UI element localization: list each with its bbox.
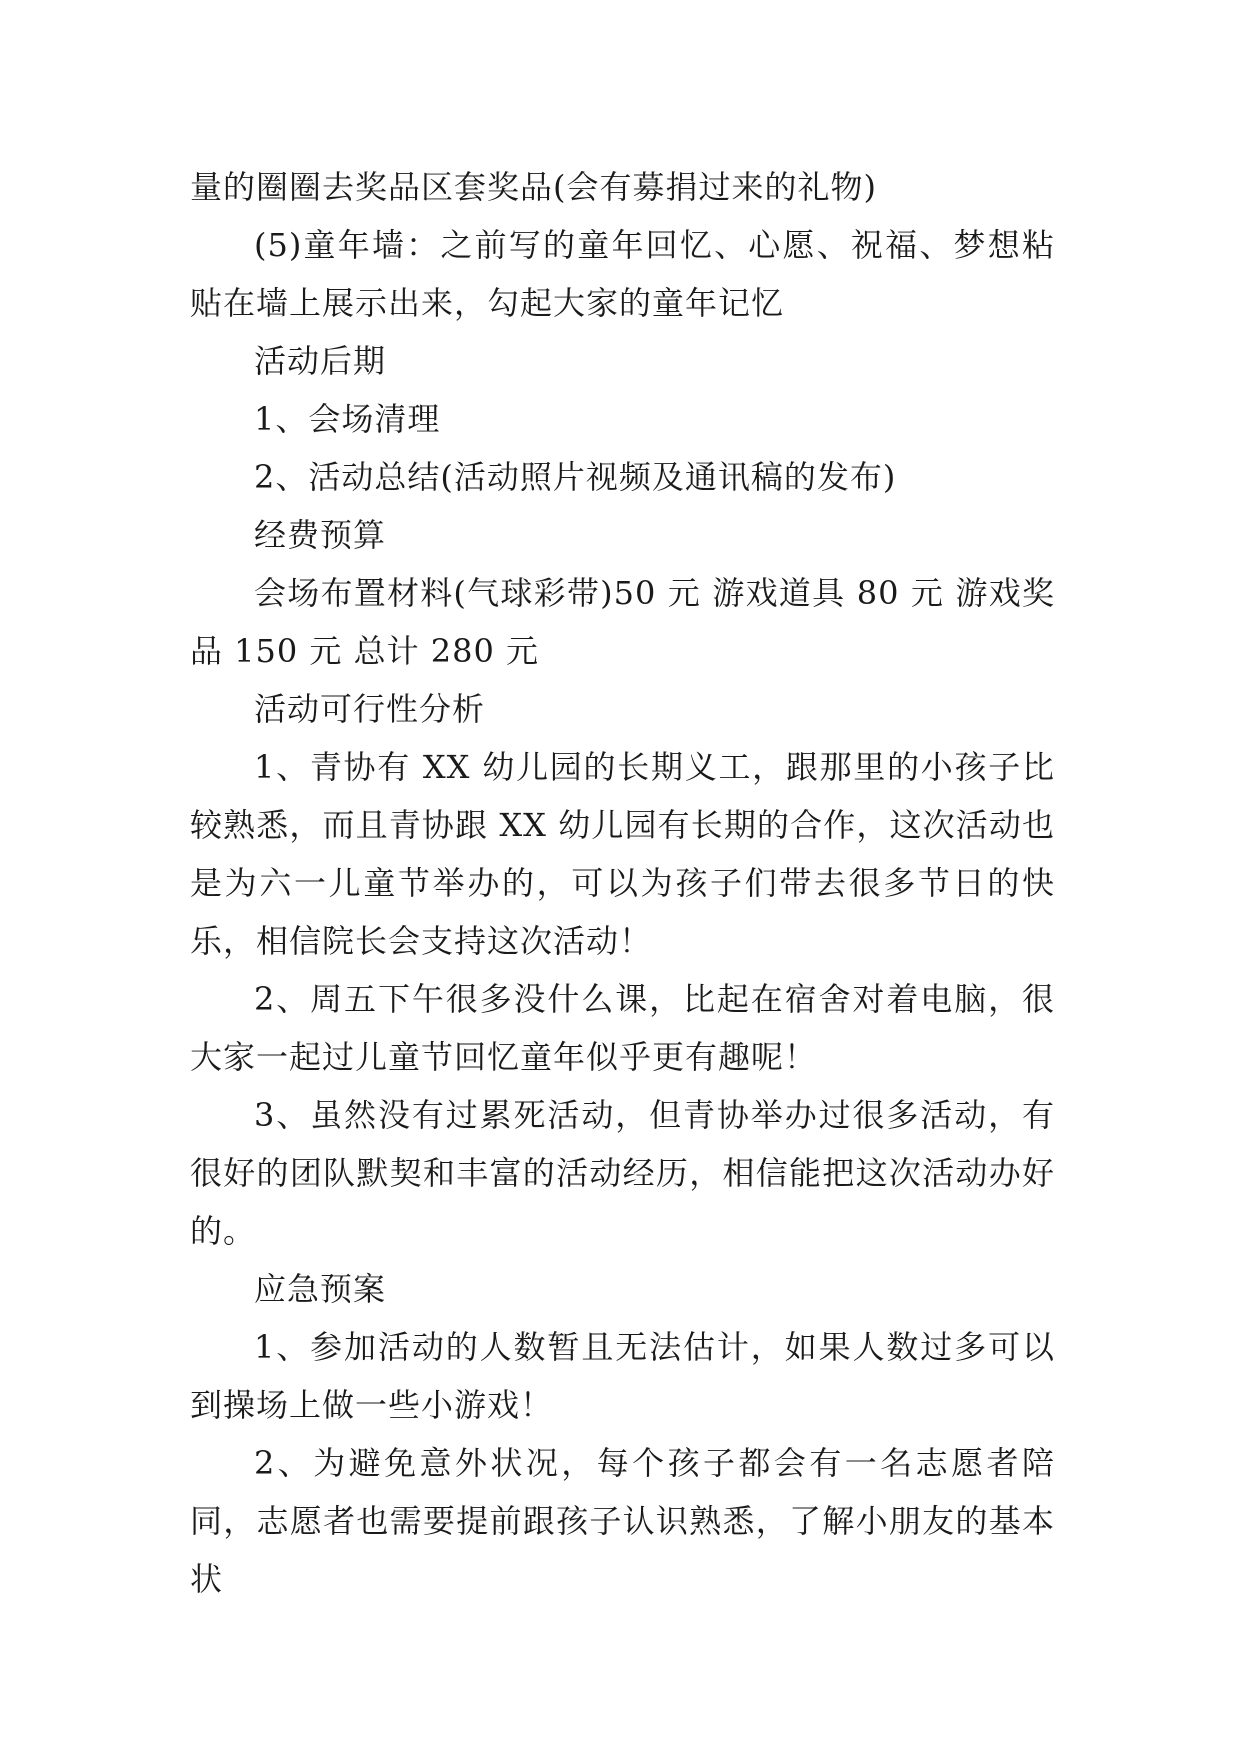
list-item: 2、为避免意外状况，每个孩子都会有一名志愿者陪同，志愿者也需要提前跟孩子认识熟悉，了解小朋友的基本状	[190, 1444, 1055, 1598]
section-heading: 活动可行性分析	[254, 690, 486, 728]
document-body	[190, 158, 1055, 1608]
list-item: 3、虽然没有过累死活动，但青协举办过很多活动，有很好的团队默契和丰富的活动经历，相信能把这次活动办好的。	[190, 1096, 1055, 1250]
paragraph: 量的圈圈去奖品区套奖品(会有募捐过来的礼物)	[190, 168, 877, 206]
section-heading: 活动后期	[254, 342, 387, 380]
list-item: 1、参加活动的人数暂且无法估计，如果人数过多可以到操场上做一些小游戏！	[190, 1328, 1055, 1424]
section-heading: 经费预算	[254, 516, 387, 554]
paragraph: (5)童年墙：之前写的童年回忆、心愿、祝福、梦想粘贴在墙上展示出来，勾起大家的童年记忆	[190, 226, 1055, 322]
list-item: 2、周五下午很多没什么课，比起在宿舍对着电脑，很大家一起过儿童节回忆童年似乎更有趣呢！	[190, 980, 1055, 1076]
list-item: 1、会场清理	[254, 400, 441, 438]
list-item: 2、活动总结(活动照片视频及通讯稿的发布)	[254, 458, 897, 496]
list-item: 1、青协有 XX 幼儿园的长期义工，跟那里的小孩子比较熟悉，而且青协跟 XX 幼儿园有长期的合作，这次活动也是为六一儿童节举办的，可以为孩子们带去很多节日的快乐，相信院长会支持这次活动！	[190, 748, 1055, 960]
section-heading: 应急预案	[254, 1270, 387, 1308]
paragraph: 会场布置材料(气球彩带)50 元 游戏道具 80 元 游戏奖品 150 元 总计 280 元	[190, 574, 1055, 670]
